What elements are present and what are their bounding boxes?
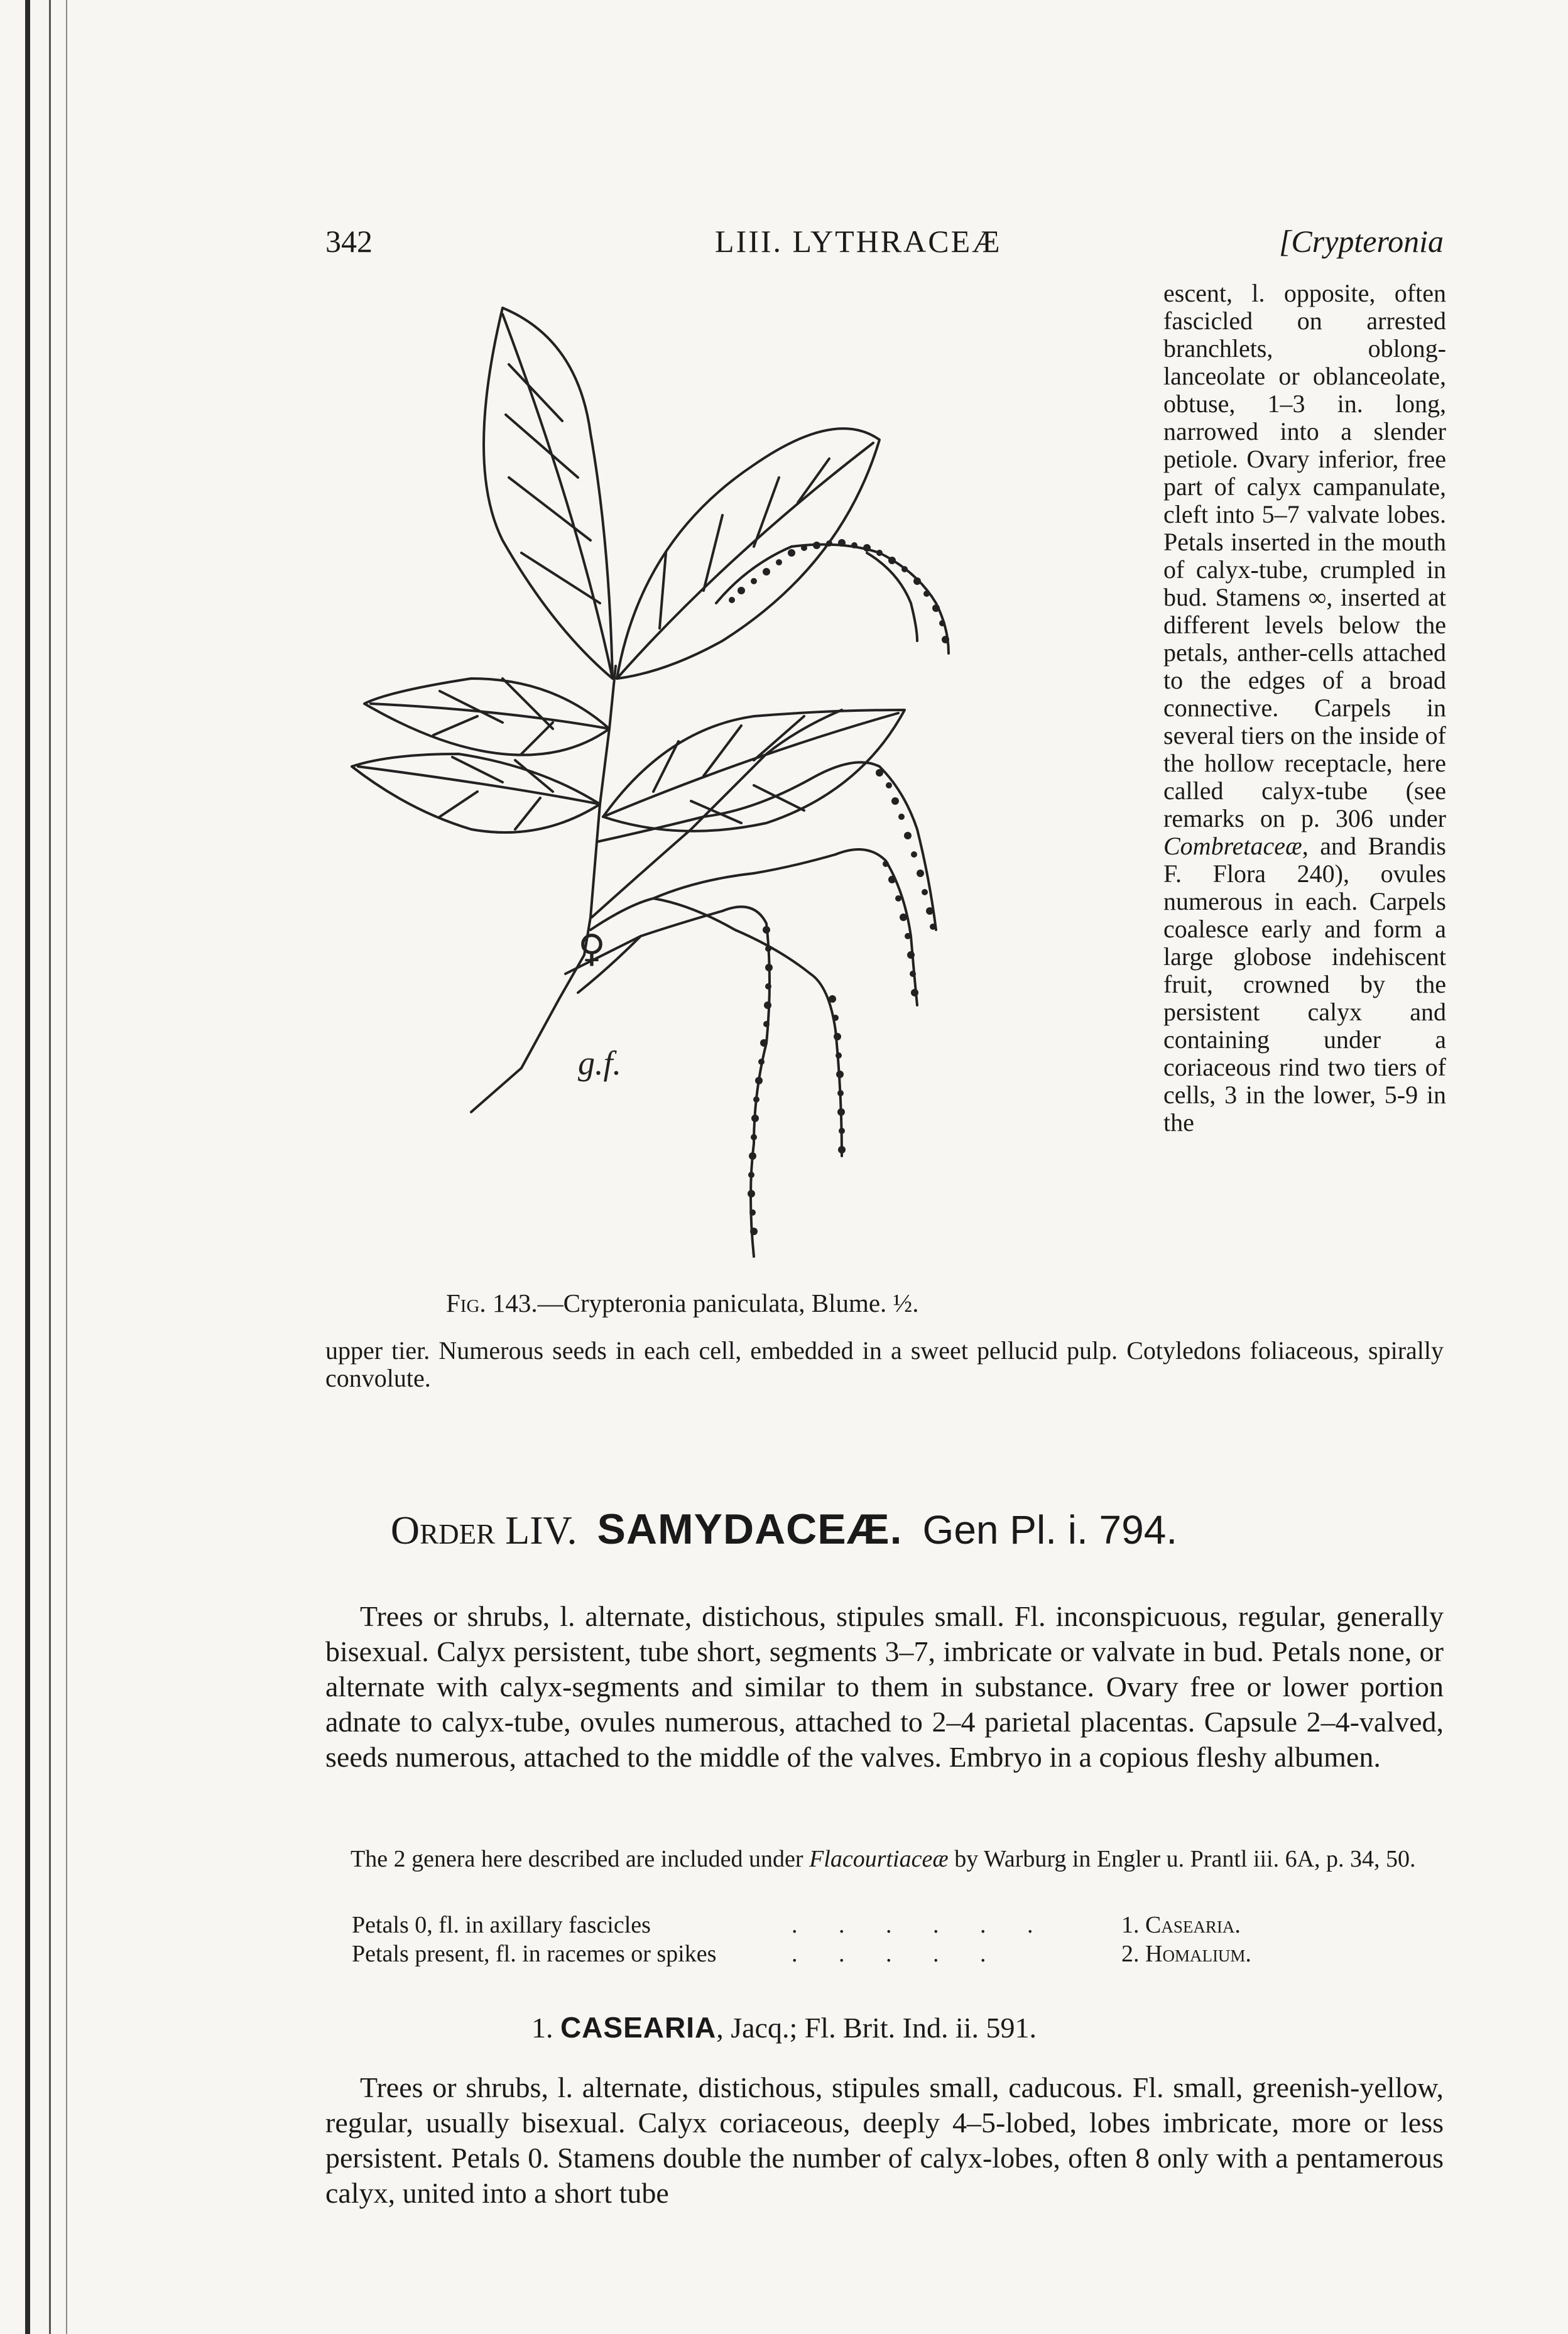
order-heading (0, 1505, 1568, 1554)
scan-edge-shadow (25, 0, 30, 2334)
note-text-pre: The 2 genera here described are included under (351, 1846, 810, 1872)
order-reference: Gen Pl. i. 794. (922, 1507, 1178, 1552)
continuation-paragraph: upper tier. Numerous seeds in each cell, embedded in a sweet pellucid pulp. Cotyledons foliaceous, spirally convolute. (325, 1336, 1444, 1392)
figure-caption (446, 1288, 919, 1318)
female-symbol: ♀ (578, 927, 606, 971)
key-result: 2. Homalium. (1121, 1941, 1251, 1967)
key-dots: . . . . . (792, 1941, 1004, 1967)
figure-label: Fig. (446, 1289, 486, 1317)
genera-note (325, 1846, 1444, 1872)
key-result: 1. Casearia. (1121, 1912, 1241, 1938)
genus-heading (0, 2010, 1568, 2044)
family-name: SAMYDACEÆ. (597, 1505, 903, 1553)
genus-number: 1. (531, 2012, 553, 2044)
order-numeral: LIV. (505, 1508, 577, 1552)
botanical-illustration (314, 276, 1156, 1282)
genus-description: Trees or shrubs, l. alternate, distichous, stipules small, caducous. Fl. small, greenish-yellow, regular, usually bisexual. Calyx coriaceous, deeply 4–5-lobed, lobes imbricate, more or less persistent. Petals 0. Stamens double the number of calyx-lobes, often 8 only with a pentamerous calyx, united into a short tube (325, 2071, 1444, 2209)
figure-caption-text: 143.—Crypteronia paniculata, Blume. (492, 1289, 887, 1317)
order-label: Order (390, 1508, 496, 1552)
genus-reference: , Jacq.; Fl. Brit. Ind. ii. 591. (716, 2012, 1037, 2044)
illustrator-signature: g.f. (578, 1044, 622, 1082)
running-head: [Crypteronia (1278, 224, 1444, 259)
scan-edge-line (49, 0, 51, 2334)
key-row (352, 1940, 1294, 1966)
key-label: Petals present, fl. in racemes or spikes (352, 1941, 717, 1967)
note-italic: Flacourtiaceæ (809, 1846, 949, 1872)
figure-scale: ½. (893, 1289, 919, 1317)
side-text-part1: escent, l. opposite, often fascicled on arrested branchlets, oblong-lanceolate or oblanceolate, obtuse, 1–3 in. long, narrowed into a slender petiole. Ovary inferior, free part of calyx campanulate, cleft into 5–7 valvate lobes. Petals inserted in the mouth of calyx-tube, crumpled in bud. Stamens ∞, inserted at different levels below the petals, anther-cells attached to the edges of a broad connective. Carpels in several tiers on the inside of the hollow receptacle, here called calyx-tube (see remarks on p. 306 under (1163, 279, 1446, 832)
order-description: Trees or shrubs, l. alternate, distichous, stipules small. Fl. inconspicuous, regular, generally bisexual. Calyx persistent, tube short, segments 3–7, imbricate or valvate in bud. Petals none, or alternate with calyx-segments and similar to them in substance. Ovary free or lower portion adnate to calyx-tube, ovules numerous, attached to 2–4 parietal placentas. Capsule 2–4-valved, seeds numerous, attached to the middle of the valves. Embryo in a copious fleshy albumen. (325, 1600, 1444, 1773)
side-text-italic: Combretaceæ (1163, 832, 1302, 860)
scan-edge-line-faint (66, 0, 67, 2334)
genus-name: CASEARIA (560, 2011, 717, 2044)
note-text-post: by Warburg in Engler u. Prantl iii. 6A, p. 34, 50. (948, 1846, 1416, 1872)
side-column-text (1163, 280, 1446, 1137)
key-row (352, 1911, 1294, 1938)
page-number: 342 (325, 224, 373, 259)
key-dots: . . . . . . (792, 1912, 1051, 1938)
key-label: Petals 0, fl. in axillary fascicles (352, 1912, 651, 1938)
side-text-part2: , and Brandis F. Flora 240), ovules numerous in each. Carpels coalesce early and form a large globose indehiscent fruit, crowned by the persistent calyx and containing under a coriaceous rind two tiers of cells, 3 in the lower, 5-9 in the (1163, 832, 1446, 1137)
page-header (325, 223, 1444, 273)
side-paragraph (1163, 280, 1446, 1137)
page-title: LIII. LYTHRACEÆ (715, 224, 1002, 259)
